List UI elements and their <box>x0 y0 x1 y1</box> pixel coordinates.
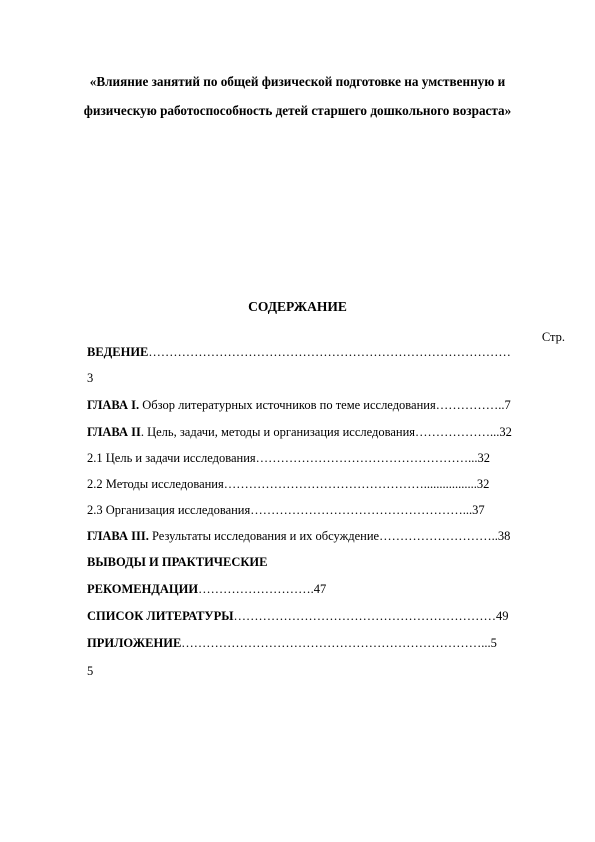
toc-entry-text: 2.3 Организация исследования……………………………………………...37 <box>87 503 485 517</box>
toc-entry-introduction <box>87 345 511 360</box>
title-line-1: «Влияние занятий по общей физической подготовке на умственную и <box>89 74 506 89</box>
title-line-2: физическую работоспособность детей старшего дошкольного возраста» <box>83 103 512 118</box>
toc-entry-text: …………………………………………………………………………… <box>148 345 511 359</box>
toc-entry-section-2-3 <box>87 503 485 518</box>
toc-entry-text: Обзор литературных источников по теме исследования……………..7 <box>139 398 511 412</box>
toc-entry-bold: ВЕДЕНИЕ <box>87 345 149 359</box>
toc-entry-text: ………………………………………………………………...5 <box>181 636 497 650</box>
toc-entry-recommendations <box>87 582 326 597</box>
toc-entry-text: 3 <box>87 371 94 385</box>
toc-entry-text: 5 <box>87 664 94 678</box>
toc-entry-bold: ГЛАВА I. <box>87 398 140 412</box>
page-column-label: Стр. <box>541 330 565 344</box>
toc-entry-chapter-3 <box>87 529 510 544</box>
toc-entry-bold: СПИСОК ЛИТЕРАТУРЫ <box>87 609 234 623</box>
toc-entry-text: 2.2 Методы исследования………………………………………….................32 <box>87 477 490 491</box>
toc-entry-conclusions <box>87 555 267 570</box>
toc-entry-appendix-page <box>87 664 93 679</box>
toc-entry-introduction-page <box>87 371 93 386</box>
toc-entry-text: ……………………….47 <box>198 582 327 596</box>
toc-entry-chapter-2 <box>87 425 512 440</box>
toc-entry-bold: ВЫВОДЫ И ПРАКТИЧЕСКИЕ <box>87 555 268 569</box>
toc-entry-text: ………………………………………………………49 <box>233 609 509 623</box>
toc-entry-bold: ГЛАВА II <box>87 425 141 439</box>
toc-entry-appendix <box>87 636 497 651</box>
contents-heading: СОДЕРЖАНИЕ <box>248 299 347 314</box>
toc-entry-text: 2.1 Цель и задачи исследования……………………………………………...32 <box>87 451 491 465</box>
toc-entry-text: Результаты исследования и их обсуждение………………………..38 <box>148 529 511 543</box>
toc-entry-section-2-2 <box>87 477 489 492</box>
toc-entry-bold: ГЛАВА III. <box>87 529 149 543</box>
toc-entry-bold: РЕКОМЕНДАЦИИ <box>87 582 199 596</box>
toc-entry-chapter-1 <box>87 398 511 413</box>
toc-entry-section-2-1 <box>87 451 490 466</box>
toc-entry-text: . Цель, задачи, методы и организация исследования………………...32 <box>140 425 512 439</box>
toc-entry-references <box>87 609 509 624</box>
toc-entry-bold: ПРИЛОЖЕНИЕ <box>87 636 182 650</box>
